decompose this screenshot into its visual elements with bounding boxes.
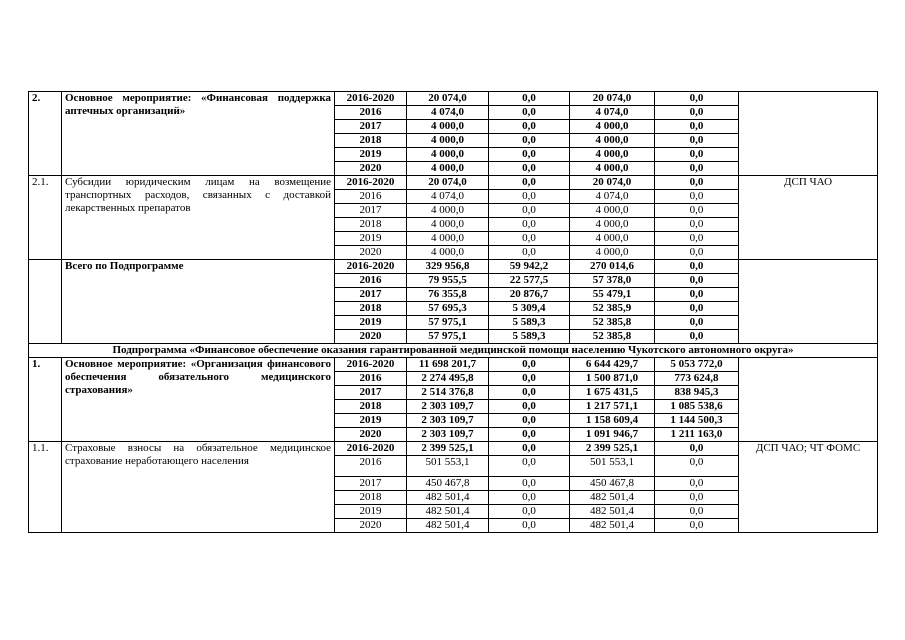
cell-c3: 0,0 — [655, 477, 739, 491]
cell-c1: 0,0 — [489, 477, 570, 491]
table-row — [29, 442, 878, 456]
cell-c3: 0,0 — [655, 316, 739, 330]
cell-total: 450 467,8 — [407, 477, 489, 491]
cell-c3: 1 085 538,6 — [655, 400, 739, 414]
item-executor — [739, 260, 878, 344]
item-description: Страховые взносы на обязательное медицинское страхование неработающего населения — [62, 442, 335, 533]
cell-c1: 5 589,3 — [489, 330, 570, 344]
cell-period: 2016 — [335, 106, 407, 120]
cell-c1: 0,0 — [489, 190, 570, 204]
cell-c3: 0,0 — [655, 232, 739, 246]
cell-c1: 22 577,5 — [489, 274, 570, 288]
item-number: 1.1. — [29, 442, 62, 533]
cell-c3: 5 053 772,0 — [655, 358, 739, 372]
cell-c2: 20 074,0 — [570, 92, 655, 106]
cell-c3: 0,0 — [655, 302, 739, 316]
cell-c2: 1 091 946,7 — [570, 428, 655, 442]
item-description: Субсидии юридическим лицам на возмещение транспортных расходов, связанных с доставкой лекарственных препаратов — [62, 176, 335, 260]
cell-period: 2019 — [335, 505, 407, 519]
cell-total: 2 274 495,8 — [407, 372, 489, 386]
cell-total: 4 074,0 — [407, 106, 489, 120]
cell-period: 2017 — [335, 386, 407, 400]
cell-c2: 57 378,0 — [570, 274, 655, 288]
cell-period: 2018 — [335, 134, 407, 148]
cell-period: 2016-2020 — [335, 358, 407, 372]
cell-total: 2 303 109,7 — [407, 428, 489, 442]
cell-c3: 838 945,3 — [655, 386, 739, 400]
cell-period: 2020 — [335, 428, 407, 442]
cell-period: 2016-2020 — [335, 176, 407, 190]
cell-c3: 0,0 — [655, 176, 739, 190]
cell-total: 57 975,1 — [407, 330, 489, 344]
item-number: 2. — [29, 92, 62, 176]
table-row — [29, 358, 878, 372]
item-executor — [739, 92, 878, 176]
cell-period: 2016 — [335, 274, 407, 288]
cell-c3: 0,0 — [655, 330, 739, 344]
cell-c2: 4 000,0 — [570, 218, 655, 232]
cell-c1: 0,0 — [489, 232, 570, 246]
cell-c3: 0,0 — [655, 246, 739, 260]
cell-total: 20 074,0 — [407, 92, 489, 106]
cell-c1: 0,0 — [489, 176, 570, 190]
cell-total: 4 000,0 — [407, 148, 489, 162]
item-description: Всего по Подпрограмме — [62, 260, 335, 344]
cell-period: 2019 — [335, 232, 407, 246]
cell-c2: 270 014,6 — [570, 260, 655, 274]
cell-total: 4 000,0 — [407, 204, 489, 218]
cell-c3: 0,0 — [655, 442, 739, 456]
cell-c2: 4 000,0 — [570, 148, 655, 162]
section-row — [29, 344, 878, 358]
cell-period: 2016-2020 — [335, 442, 407, 456]
cell-period: 2017 — [335, 477, 407, 491]
cell-c3: 0,0 — [655, 218, 739, 232]
cell-period: 2016-2020 — [335, 260, 407, 274]
cell-total: 4 000,0 — [407, 246, 489, 260]
table-row — [29, 92, 878, 106]
cell-c1: 0,0 — [489, 505, 570, 519]
cell-c2: 4 074,0 — [570, 106, 655, 120]
cell-period: 2016 — [335, 372, 407, 386]
cell-period: 2017 — [335, 204, 407, 218]
cell-total: 2 303 109,7 — [407, 414, 489, 428]
cell-c1: 0,0 — [489, 428, 570, 442]
cell-c3: 0,0 — [655, 505, 739, 519]
cell-c2: 52 385,8 — [570, 330, 655, 344]
cell-period: 2018 — [335, 400, 407, 414]
cell-c3: 0,0 — [655, 260, 739, 274]
cell-c1: 0,0 — [489, 92, 570, 106]
cell-c3: 0,0 — [655, 106, 739, 120]
cell-total: 4 000,0 — [407, 162, 489, 176]
cell-total: 4 000,0 — [407, 232, 489, 246]
cell-period: 2019 — [335, 316, 407, 330]
cell-c2: 52 385,8 — [570, 316, 655, 330]
cell-c2: 482 501,4 — [570, 519, 655, 533]
table-body — [29, 92, 878, 533]
cell-total: 501 553,1 — [407, 456, 489, 477]
cell-c3: 0,0 — [655, 519, 739, 533]
cell-c3: 0,0 — [655, 134, 739, 148]
cell-c3: 0,0 — [655, 162, 739, 176]
item-executor — [739, 358, 878, 442]
cell-c2: 4 074,0 — [570, 190, 655, 204]
cell-total: 57 975,1 — [407, 316, 489, 330]
cell-c1: 5 309,4 — [489, 302, 570, 316]
cell-c3: 0,0 — [655, 148, 739, 162]
cell-period: 2020 — [335, 519, 407, 533]
cell-period: 2020 — [335, 162, 407, 176]
cell-c1: 0,0 — [489, 386, 570, 400]
cell-c2: 4 000,0 — [570, 162, 655, 176]
cell-total: 76 355,8 — [407, 288, 489, 302]
cell-total: 57 695,3 — [407, 302, 489, 316]
cell-period: 2018 — [335, 302, 407, 316]
cell-c1: 0,0 — [489, 491, 570, 505]
cell-c1: 20 876,7 — [489, 288, 570, 302]
cell-period: 2016-2020 — [335, 92, 407, 106]
cell-total: 20 074,0 — [407, 176, 489, 190]
cell-total: 2 399 525,1 — [407, 442, 489, 456]
cell-period: 2017 — [335, 120, 407, 134]
cell-total: 2 514 376,8 — [407, 386, 489, 400]
cell-c1: 0,0 — [489, 414, 570, 428]
cell-c2: 4 000,0 — [570, 134, 655, 148]
cell-period: 2019 — [335, 148, 407, 162]
cell-total: 4 000,0 — [407, 218, 489, 232]
item-executor: ДСП ЧАО; ЧТ ФОМС — [739, 442, 878, 533]
cell-c2: 482 501,4 — [570, 491, 655, 505]
table-row — [29, 260, 878, 274]
cell-total: 329 956,8 — [407, 260, 489, 274]
cell-total: 11 698 201,7 — [407, 358, 489, 372]
cell-period: 2018 — [335, 218, 407, 232]
cell-c3: 773 624,8 — [655, 372, 739, 386]
cell-c1: 0,0 — [489, 148, 570, 162]
item-number — [29, 260, 62, 344]
cell-c1: 0,0 — [489, 246, 570, 260]
cell-c2: 4 000,0 — [570, 204, 655, 218]
cell-c2: 1 158 609,4 — [570, 414, 655, 428]
cell-c2: 55 479,1 — [570, 288, 655, 302]
cell-c2: 20 074,0 — [570, 176, 655, 190]
cell-c1: 0,0 — [489, 134, 570, 148]
cell-c1: 5 589,3 — [489, 316, 570, 330]
cell-total: 2 303 109,7 — [407, 400, 489, 414]
item-description: Основное мероприятие: «Организация финансового обеспечения обязательного медицинского страхования» — [62, 358, 335, 442]
cell-c1: 0,0 — [489, 442, 570, 456]
cell-c3: 0,0 — [655, 456, 739, 477]
cell-c1: 0,0 — [489, 106, 570, 120]
financing-table — [28, 91, 878, 533]
cell-c1: 59 942,2 — [489, 260, 570, 274]
section-title: Подпрограмма «Финансовое обеспечение оказания гарантированной медицинской помощи населению Чукотского автономного округа» — [29, 344, 878, 358]
cell-period: 2016 — [335, 190, 407, 204]
cell-c1: 0,0 — [489, 358, 570, 372]
cell-total: 4 074,0 — [407, 190, 489, 204]
cell-c2: 6 644 429,7 — [570, 358, 655, 372]
cell-c3: 1 211 163,0 — [655, 428, 739, 442]
cell-c2: 1 217 571,1 — [570, 400, 655, 414]
cell-period: 2018 — [335, 491, 407, 505]
cell-c2: 4 000,0 — [570, 246, 655, 260]
cell-c3: 0,0 — [655, 288, 739, 302]
cell-c2: 482 501,4 — [570, 505, 655, 519]
cell-period: 2020 — [335, 330, 407, 344]
cell-c1: 0,0 — [489, 162, 570, 176]
table-row — [29, 176, 878, 190]
cell-total: 482 501,4 — [407, 505, 489, 519]
cell-c2: 501 553,1 — [570, 456, 655, 477]
cell-c1: 0,0 — [489, 519, 570, 533]
cell-c1: 0,0 — [489, 400, 570, 414]
cell-c1: 0,0 — [489, 204, 570, 218]
cell-c2: 1 500 871,0 — [570, 372, 655, 386]
cell-total: 482 501,4 — [407, 519, 489, 533]
cell-c3: 0,0 — [655, 274, 739, 288]
cell-c3: 0,0 — [655, 120, 739, 134]
cell-c1: 0,0 — [489, 456, 570, 477]
cell-total: 4 000,0 — [407, 120, 489, 134]
cell-c2: 4 000,0 — [570, 120, 655, 134]
cell-period: 2019 — [335, 414, 407, 428]
cell-c1: 0,0 — [489, 120, 570, 134]
item-number: 1. — [29, 358, 62, 442]
cell-period: 2017 — [335, 288, 407, 302]
cell-c1: 0,0 — [489, 218, 570, 232]
cell-c3: 1 144 500,3 — [655, 414, 739, 428]
item-executor: ДСП ЧАО — [739, 176, 878, 260]
cell-c3: 0,0 — [655, 190, 739, 204]
cell-total: 79 955,5 — [407, 274, 489, 288]
cell-c2: 4 000,0 — [570, 232, 655, 246]
cell-period: 2020 — [335, 246, 407, 260]
cell-c2: 52 385,9 — [570, 302, 655, 316]
cell-total: 4 000,0 — [407, 134, 489, 148]
cell-c2: 450 467,8 — [570, 477, 655, 491]
cell-c2: 1 675 431,5 — [570, 386, 655, 400]
cell-c3: 0,0 — [655, 92, 739, 106]
cell-period: 2016 — [335, 456, 407, 477]
cell-c2: 2 399 525,1 — [570, 442, 655, 456]
cell-c1: 0,0 — [489, 372, 570, 386]
cell-c3: 0,0 — [655, 204, 739, 218]
cell-total: 482 501,4 — [407, 491, 489, 505]
item-number: 2.1. — [29, 176, 62, 260]
cell-c3: 0,0 — [655, 491, 739, 505]
item-description: Основное мероприятие: «Финансовая поддержка аптечных организаций» — [62, 92, 335, 176]
